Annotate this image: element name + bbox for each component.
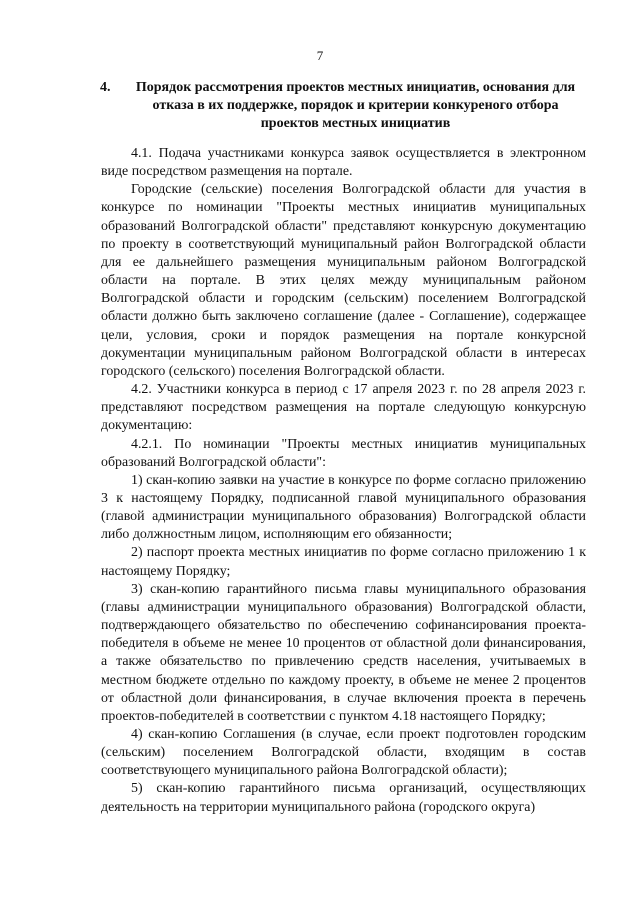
section-heading (100, 79, 584, 133)
paragraph-4-1: 4.1. Подача участниками конкурса заявок осуществляется в электронном виде посредством размещения на портале. (101, 146, 586, 180)
paragraph-4-2-1: 4.2.1. По номинации "Проекты местных инициатив муниципальных образований Волгоградской области": (101, 436, 586, 470)
list-item-4: 4) скан-копию Соглашения (в случае, если проект подготовлен городским (сельским) поселением Волгоградской области, входящим в состав соответствующего муниципального района Волгоградской области); (101, 727, 586, 779)
section-number: 4. (100, 80, 111, 95)
list-item-5: 5) скан-копию гарантийного письма организаций, осуществляющих деятельность на территории муниципального района (городского округа) (101, 781, 586, 815)
section-title: Порядок рассмотрения проектов местных инициатив, основания для отказа в их поддержке, порядок и критерии конкуреного отбора проектов местных инициатив (135, 80, 576, 131)
document-body (101, 145, 586, 817)
paragraph-4-2: 4.2. Участники конкурса в период с 17 апреля 2023 г. по 28 апреля 2023 г. представляют посредством размещения на портале следующую конкурсную документацию: (101, 382, 586, 434)
list-item-2: 2) паспорт проекта местных инициатив по форме согласно приложению 1 к настоящему Порядку; (101, 545, 586, 579)
list-item-3: 3) скан-копию гарантийного письма главы муниципального образования (главы администрации муниципального образования) Волгоградской области, подтверждающего обязательство по обеспечению софинансирования проекта-победителя в объеме не менее 10 процентов от областной доли финансирования, а также обязательство по привлечению средств населения, учитываемых в местном бюджете отдельно по каждому проекту, в объеме не менее 2 процентов от областной доли финансирования, в случае включения проекта в перечень проектов-победителей в соответствии с пунктом 4.18 настоящего Порядку; (101, 581, 586, 724)
list-item-1: 1) скан-копию заявки на участие в конкурсе по форме согласно приложению 3 к настоящему Порядку, подписанной главой муниципального образования (главой администрации муниципального образования) Волгоградской области либо должностным лицом, исполняющим его обязанности; (101, 472, 586, 543)
page-number: 7 (316, 48, 324, 63)
paragraph-settlements: Городские (сельские) поселения Волгоградской области для участия в конкурсе по номинации "Проекты местных инициатив муниципальных образований Волгоградской области" представляют конкурсную документацию по проекту в соответствующий муниципальный район Волгоградской области для ее дальнейшего размещения муниципальным районом Волгоградской области на портале. В этих целях между муниципальным районом Волгоградской области и городским (сельским) поселением Волгоградской области должно быть заключено соглашение (далее - Соглашение), содержащее цели, условия, сроки и порядок размещения на портале конкурсной документации муниципальным районом Волгоградской области в интересах городского (сельского) поселения Волгоградской области. (101, 182, 586, 379)
